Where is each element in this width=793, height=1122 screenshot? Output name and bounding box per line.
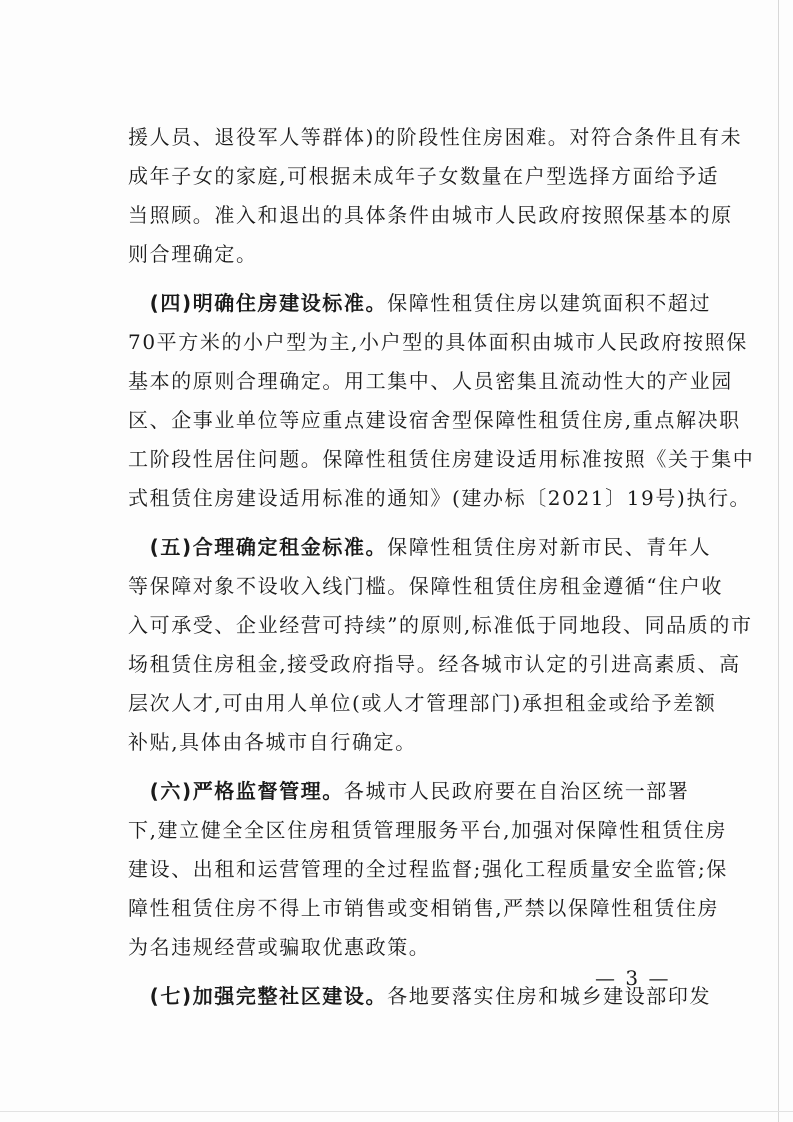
- scan-edge-right: [778, 0, 779, 1122]
- section-heading: (四)明确住房建设标准。: [149, 291, 388, 315]
- section-first-line: [128, 977, 712, 1016]
- text-line: 基本的原则合理确定。用工集中、人员密集且流动性大的产业园: [128, 369, 733, 393]
- text-line: 建设、出租和运营管理的全过程监督;强化工程质量安全监管;保: [128, 857, 728, 881]
- section-first-line-text: 保障性租赁住房对新市民、青年人: [387, 535, 712, 559]
- section-heading: (五)合理确定租金标准。: [149, 535, 388, 559]
- text-line: 式租赁住房建设适用标准的通知》(建办标〔2021〕19号)执行。: [128, 486, 752, 510]
- text-line: 场租赁住房租金,接受政府指导。经各城市认定的引进高素质、高: [128, 652, 741, 676]
- text-line: 下,建立健全全区住房租赁管理服务平台,加强对保障性租赁住房: [128, 818, 728, 842]
- section-supervision: [128, 772, 728, 967]
- text-line: 成年子女的家庭,可根据未成年子女数量在户型选择方面给予适: [128, 164, 720, 188]
- section-community: [128, 977, 712, 1016]
- text-line: 70平方米的小户型为主,小户型的具体面积由城市人民政府按照保: [128, 330, 748, 354]
- section-first-line: [128, 528, 712, 567]
- section-first-line: [128, 772, 690, 811]
- text-line: 障性租赁住房不得上市销售或变相销售,严禁以保障性租赁住房: [128, 896, 720, 920]
- text-line: 当照顾。准入和退出的具体条件由城市人民政府按照保基本的原: [128, 203, 733, 227]
- text-line: 入可承受、企业经营可持续”的原则,标准低于同地段、同品质的市: [128, 613, 753, 637]
- section-first-line-text: 各城市人民政府要在自治区统一部署: [343, 779, 690, 803]
- scan-edge-bottom: [0, 1111, 793, 1112]
- text-line: 补贴,具体由各城市自行确定。: [128, 730, 417, 754]
- text-line: 援人员、退役军人等群体)的阶段性住房困难。对符合条件且有未: [128, 125, 743, 149]
- text-line: 层次人才,可由用人单位(或人才管理部门)承担租金或给予差额: [128, 691, 717, 715]
- paragraph-continuation: [128, 118, 743, 274]
- section-first-line-text: 各地要落实住房和城乡建设部印发: [387, 984, 712, 1008]
- text-line: 工阶段性居住问题。保障性租赁住房建设适用标准按照《关于集中: [128, 447, 755, 471]
- text-line: 区、企事业单位等应重点建设宿舍型保障性租赁住房,重点解决职: [128, 408, 741, 432]
- section-heading: (六)严格监督管理。: [149, 779, 344, 803]
- section-housing-standard: [128, 284, 755, 518]
- section-first-line-text: 保障性租赁住房以建筑面积不超过: [387, 291, 712, 315]
- section-heading: (七)加强完整社区建设。: [149, 984, 388, 1008]
- document-body: [128, 118, 755, 1016]
- page-number: — 3 —: [595, 966, 671, 990]
- section-first-line: [128, 284, 712, 323]
- text-line: 为名违规经营或骗取优惠政策。: [128, 935, 431, 959]
- text-line: 则合理确定。: [128, 242, 258, 266]
- text-line: 等保障对象不设收入线门槛。保障性租赁住房租金遵循“住户收: [128, 574, 724, 598]
- section-rent-standard: [128, 528, 753, 762]
